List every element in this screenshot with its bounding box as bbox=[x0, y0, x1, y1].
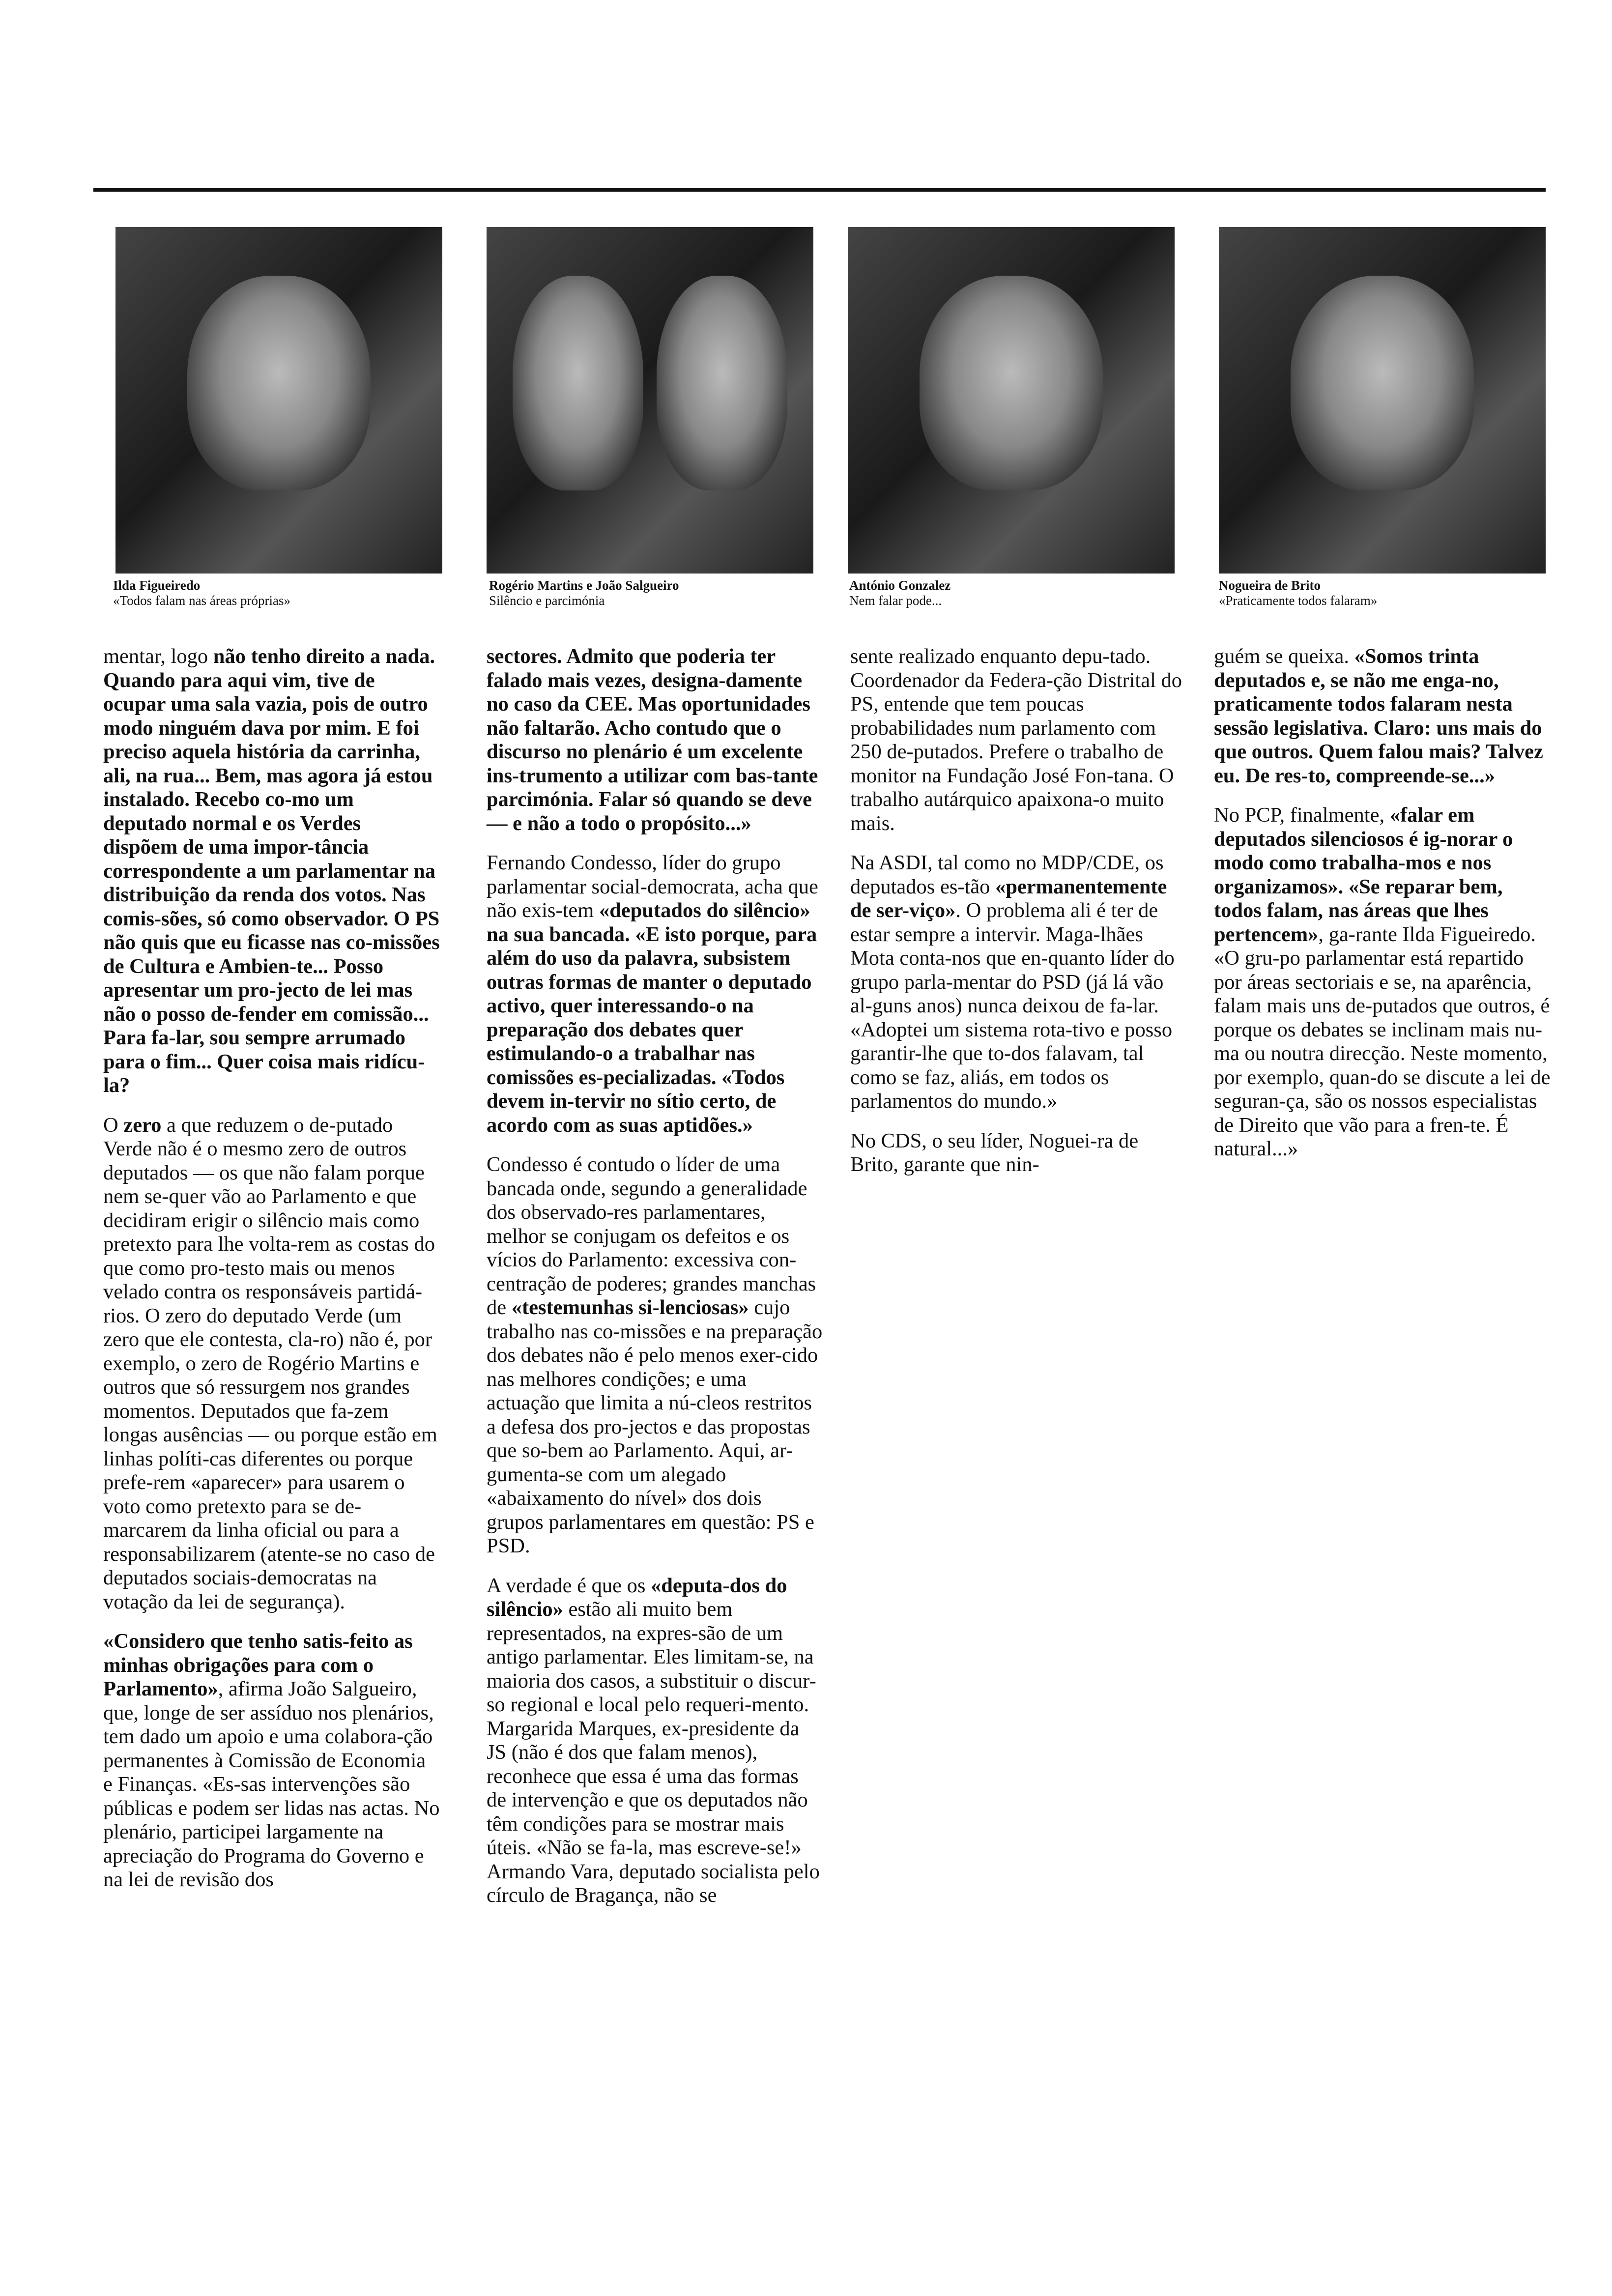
paragraph: sente realizado enquanto depu-tado. Coordenador da Federa-ção Distrital do PS, entende que tem poucas probabilidades num parlamento com 250 de-putados. Prefere o trabalho de monitor na Fundação José Fon-tana. O trabalho autárquico apaixona-o muito mais. bbox=[850, 645, 1182, 835]
photo-antonio-gonzalez bbox=[848, 227, 1175, 574]
column-3 bbox=[850, 645, 1187, 1193]
paragraph: A verdade é que os «deputa-dos do silêncio» estão ali muito bem representados, na expres-são de um antigo parlamentar. Eles limitam-se, na maioria dos casos, a substituir o discur-so regional e local pelo requeri-mento. Margarida Marques, ex-presidente da JS (não é dos que falam menos), reconhece que essa é uma das formas de intervenção e que os deputados não têm condições para se mostrar mais úteis. «Não se fa-la, mas escreve-se!» Armando Vara, deputado socialista pelo círculo de Bragança, não se bbox=[487, 1574, 820, 1907]
paragraph: mentar, logo não tenho direito a nada. Quando para aqui vim, tive de ocupar uma sala vazia, pois de outro modo ninguém dava por mim. E foi preciso aquela história da carrinha, ali, na rua... Bem, mas agora já estou instalado. Recebo co-mo um deputado normal e os Verdes dispõem de uma impor-tância correspondente a um parlamentar na distribuição da renda dos votos. Nas comis-sões, só como observador. O PS não quis que eu ficasse nas co-missões de Cultura e Ambien-te... Posso apresentar um pro-jecto de lei mas não o posso de-fender em comissão... Para fa-lar, sou sempre arrumado para o fim... Quer coisa mais ridícu-la? bbox=[103, 645, 440, 1097]
photo-ilda-figueiredo bbox=[115, 227, 442, 574]
column-2 bbox=[487, 645, 823, 1923]
caption-2: Rogério Martins e João Salgueiro Silêncio e parcimónia bbox=[489, 578, 679, 608]
top-rule bbox=[93, 188, 1546, 192]
paragraph: «Considero que tenho satis-feito as minhas obrigações para com o Parlamento», afirma João Salgueiro, que, longe de ser assíduo nos plenários, tem dado um apoio e uma colabora-ção permanentes à Comissão de Economia e Finanças. «Es-sas intervenções são públicas e podem ser lidas nas actas. No plenário, participei largamente na apreciação do Programa do Governo e na lei de revisão dos bbox=[103, 1630, 440, 1891]
paragraph: O zero a que reduzem o de-putado Verde não é o mesmo zero de outros deputados — os que não falam porque nem se-quer vão ao Parlamento e que decidiram erigir o silêncio mais como pretexto para lhe volta-rem as costas do que como pro-testo mais ou menos velado contra os responsáveis partidá-rios. O zero do deputado Verde (um zero que ele contesta, cla-ro) não é, por exemplo, o zero de Rogério Martins e outros que só ressurgem nos grandes momentos. Deputados que fa-zem longas ausências — ou porque estão em linhas políti-cas diferentes ou porque prefe-rem «aparecer» para usarem o voto como pretexto para se de-marcarem da linha oficial ou para a responsabilizarem (atente-se no caso de deputados sociais-democratas na votação da lei de segurança). bbox=[103, 1113, 437, 1613]
paragraph: sectores. Admito que poderia ter falado mais vezes, designa-damente no caso da CEE. Mas oportunidades não faltarão. Acho contudo que o discurso no plenário é um excelente ins-trumento a utilizar com bas-tante parcimónia. Falar só quando se deve — e não a todo o propósito...» bbox=[487, 645, 818, 835]
paragraph: Condesso é contudo o líder de uma bancada onde, segundo a generalidade dos observado-res parlamentares, melhor se conjugam os defeitos e os vícios do Parlamento: excessiva con-centração de poderes; grandes manchas de «testemunhas si-lenciosas» cujo trabalho nas co-missões e na preparação dos debates não é pelo menos exer-cido nas melhores condições; e uma actuação que limita a nú-cleos restritos a defesa dos pro-jectos e das propostas que so-bem ao Parlamento. Aqui, ar-gumenta-se com um alegado «abaixamento do nível» dos dois grupos parlamentares em questão: PS e PSD. bbox=[487, 1153, 823, 1557]
paragraph: Na ASDI, tal como no MDP/CDE, os deputados es-tão «permanentemente de ser-viço». O problema ali é ter de estar sempre a intervir. Maga-lhães Mota conta-nos que en-quanto líder do grupo parla-mentar do PSD (já lá vão al-guns anos) nunca deixou de fa-lar. «Adoptei um sistema rota-tivo e posso garantir-lhe que to-dos falavam, tal como se faz, aliás, em todos os parlamentos do mundo.» bbox=[850, 851, 1175, 1113]
caption-1: Ilda Figueiredo «Todos falam nas áreas próprias» bbox=[113, 578, 290, 608]
paragraph: No PCP, finalmente, «falar em deputados silenciosos é ig-norar o modo como trabalha-mos e nos organizamos». «Se reparar bem, todos falam, nas áreas que lhes pertencem», ga-rante Ilda Figueiredo. «O gru-po parlamentar está repartido por áreas sectoriais e se, na aparência, falam mais uns de-putados que outros, é porque os debates se inclinam mais nu-ma ou noutra direcção. Neste momento, por exemplo, quan-do se discute a lei de seguran-ça, são os nossos especialistas de Direito que vão para a fren-te. É natural...» bbox=[1214, 804, 1551, 1160]
column-1 bbox=[103, 645, 440, 1908]
photo-nogueira-de-brito bbox=[1219, 227, 1546, 574]
caption-4: Nogueira de Brito «Praticamente todos falaram» bbox=[1219, 578, 1378, 608]
paragraph: No CDS, o seu líder, Noguei-ra de Brito, garante que nin- bbox=[850, 1129, 1139, 1176]
photo-rogerio-martins-joao-salgueiro bbox=[487, 227, 813, 574]
paragraph: guém se queixa. «Somos trinta deputados e, se não me enga-no, praticamente todos falaram nesta sessão legislativa. Claro: uns mais do que outros. Quem falou mais? Talvez eu. De res-to, compreende-se...» bbox=[1214, 645, 1543, 787]
paragraph: Fernando Condesso, líder do grupo parlamentar social-democrata, acha que não exis-tem «deputados do silêncio» na sua bancada. «E isto porque, para além do uso da palavra, subsistem outras formas de manter o deputado activo, quer interessando-o na preparação dos debates quer estimulando-o a trabalhar nas comissões es-pecializadas. «Todos devem in-tervir no sítio certo, de acordo com as suas aptidões.» bbox=[487, 851, 818, 1137]
caption-3: António Gonzalez Nem falar pode... bbox=[849, 578, 951, 608]
column-4 bbox=[1214, 645, 1551, 1177]
